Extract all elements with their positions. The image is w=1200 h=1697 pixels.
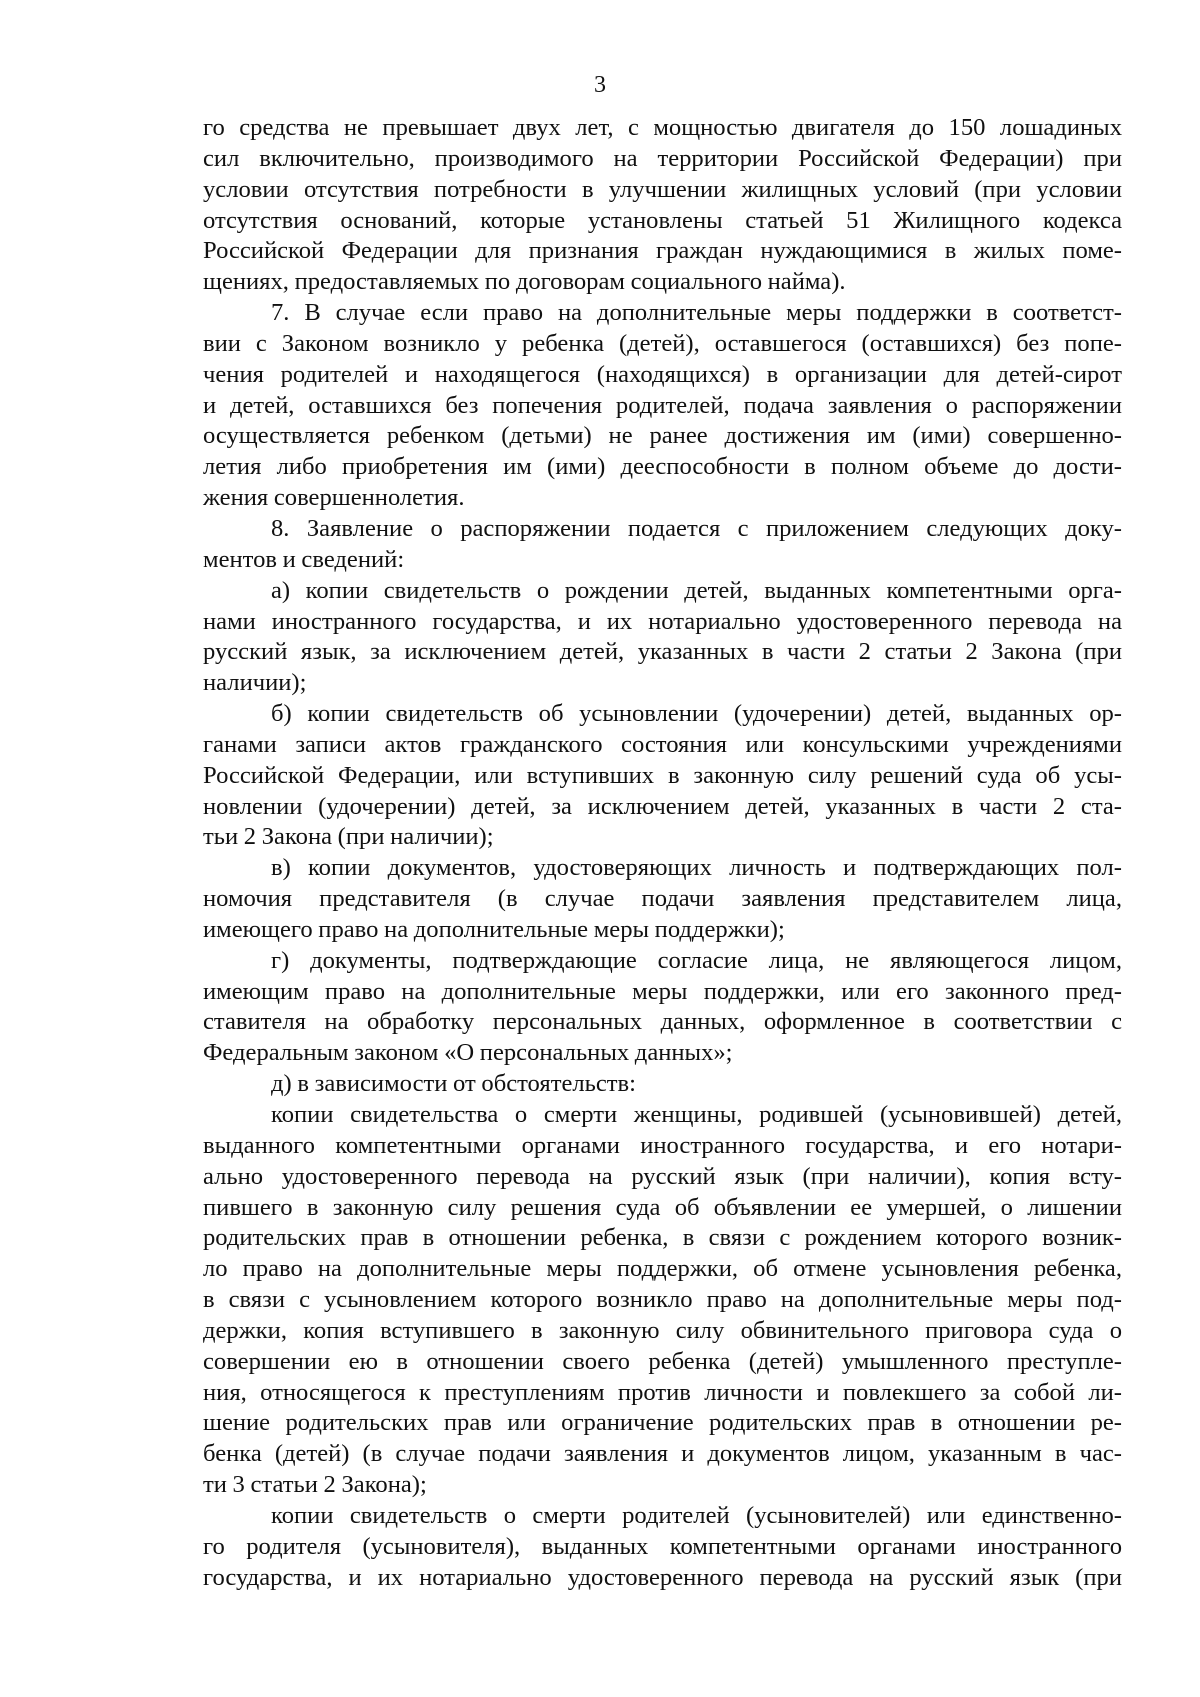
text-line: и детей, оставшихся без попечения родителей, подача заявления о распоряжении (203, 391, 1122, 419)
text-line: Российской Федерации для признания граждан нуждающимися в жилых поме- (203, 237, 1122, 265)
text-line: го родителя (усыновителя), выданных компетентными органами иностранного (203, 1532, 1122, 1560)
text-line: тьи 2 Закона (при наличии); (203, 823, 494, 851)
text-line: го средства не превышает двух лет, с мощностью двигателя до 150 лошадиных (203, 114, 1122, 141)
text-line: чения родителей и находящегося (находящихся) в организации для детей-сирот (203, 360, 1122, 388)
text-line: родительских прав в отношении ребенка, в связи с рождением которого возник- (203, 1224, 1122, 1252)
text-line: в) копии документов, удостоверяющих личность и подтверждающих пол- (271, 854, 1122, 882)
text-line: нами иностранного государства, и их нотариально удостоверенного перевода на (203, 607, 1122, 635)
text-line: жения совершеннолетия. (203, 484, 465, 512)
text-line: русский язык, за исключением детей, указанных в части 2 статьи 2 Закона (при (203, 638, 1122, 666)
text-line: копии свидетельства о смерти женщины, родившей (усыновившей) детей, (271, 1101, 1122, 1128)
text-line: держки, копия вступившего в законную силу обвинительного приговора суда о (203, 1316, 1122, 1344)
text-line: государства, и их нотариально удостоверенного перевода на русский язык (при (203, 1563, 1122, 1591)
text-line: летия либо приобретения им (ими) дееспособности в полном объеме до дости- (203, 453, 1122, 481)
text-line: 8. Заявление о распоряжении подается с приложением следующих доку- (271, 514, 1122, 542)
text-line: наличии); (203, 669, 307, 697)
text-line: ти 3 статьи 2 Закона); (203, 1471, 427, 1499)
text-line: копии свидетельств о смерти родителей (усыновителей) или единственно- (271, 1501, 1122, 1529)
text-line: ло право на дополнительные меры поддержки, об отмене усыновления ребенка, (203, 1255, 1122, 1283)
text-line: щениях, предоставляемых по договорам социального найма). (203, 268, 846, 296)
text-line: в связи с усыновлением которого возникло право на дополнительные меры под- (203, 1286, 1122, 1314)
text-line: пившего в законную силу решения суда об объявлении ее умершей, о лишении (203, 1193, 1122, 1221)
text-line: осуществляется ребенком (детьми) не ранее достижения им (ими) совершенно- (203, 422, 1122, 450)
text-line: ставителя на обработку персональных данных, оформленное в соответствии с (203, 1008, 1122, 1036)
text-line: совершении ею в отношении своего ребенка (детей) умышленного преступле- (203, 1347, 1122, 1375)
text-line: условии отсутствия потребности в улучшении жилищных условий (при условии (203, 175, 1122, 203)
text-line: сил включительно, производимого на территории Российской Федерации) при (203, 144, 1122, 172)
text-line: новлении (удочерении) детей, за исключением детей, указанных в части 2 ста- (203, 792, 1122, 820)
text-line: Федеральным законом «О персональных данных»; (203, 1039, 733, 1067)
text-line: имеющего право на дополнительные меры поддержки); (203, 915, 785, 943)
text-line: шение родительских прав или ограничение родительских прав в отношении ре- (203, 1409, 1122, 1437)
page-number: 3 (594, 72, 606, 98)
text-line: а) копии свидетельств о рождении детей, выданных компетентными орга- (271, 576, 1122, 604)
text-line: ния, относящегося к преступлениям против личности и повлекшего за собой ли- (203, 1378, 1122, 1406)
text-line: отсутствия оснований, которые установлены статьей 51 Жилищного кодекса (203, 206, 1122, 234)
text-line: вии с Законом возникло у ребенка (детей), оставшегося (оставшихся) без попе- (203, 329, 1122, 357)
document-text (203, 113, 1122, 1594)
text-line: бенка (детей) (в случае подачи заявления и документов лицом, указанным в час- (203, 1440, 1122, 1468)
text-line: ментов и сведений: (203, 545, 405, 573)
text-line: номочия представителя (в случае подачи заявления представителем лица, (203, 885, 1122, 913)
text-line: ганами записи актов гражданского состояния или консульскими учреждениями (203, 730, 1122, 758)
text-line: имеющим право на дополнительные меры поддержки, или его законного пред- (203, 977, 1122, 1005)
text-line: д) в зависимости от обстоятельств: (271, 1070, 636, 1098)
text-line: ально удостоверенного перевода на русский язык (при наличии), копия всту- (203, 1162, 1122, 1190)
text-line: б) копии свидетельств об усыновлении (удочерении) детей, выданных ор- (271, 700, 1122, 728)
text-line: г) документы, подтверждающие согласие лица, не являющегося лицом, (271, 946, 1122, 974)
text-line: выданного компетентными органами иностранного государства, и его нотари- (203, 1131, 1122, 1159)
text-line: Российской Федерации, или вступивших в законную силу решений суда об усы- (203, 761, 1122, 789)
text-line: 7. В случае если право на дополнительные меры поддержки в соответст- (271, 299, 1122, 327)
